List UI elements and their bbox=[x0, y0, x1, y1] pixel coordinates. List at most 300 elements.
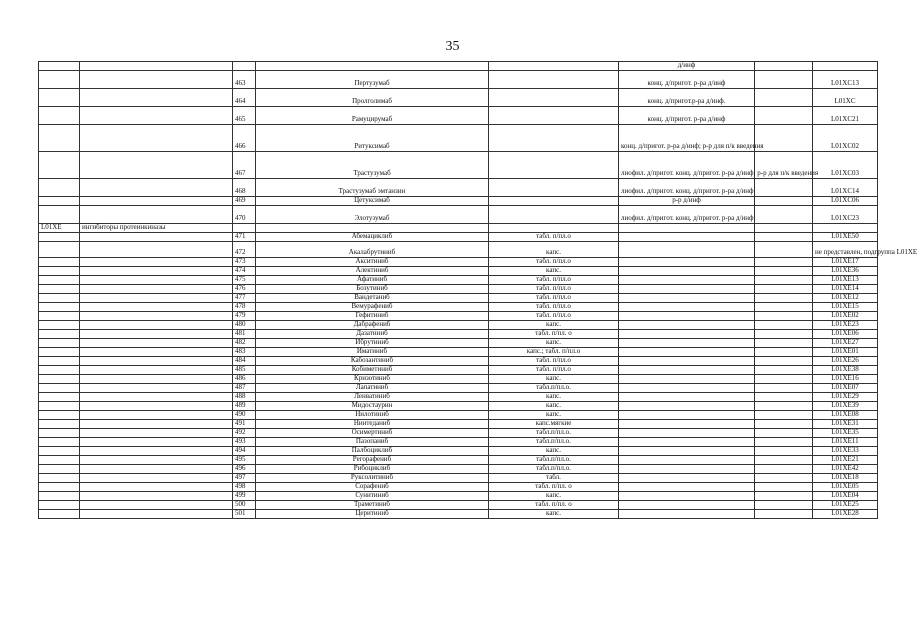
atc-code-cell: L01XE33 bbox=[813, 447, 878, 456]
dosage-form-cell: табл. п/пл.о bbox=[489, 285, 619, 294]
group-name-cell bbox=[80, 258, 233, 267]
dosage-form-alt-cell bbox=[619, 483, 755, 492]
table-row bbox=[39, 303, 878, 312]
atc-code-cell: L01XC21 bbox=[813, 107, 878, 125]
dosage-form-cell: табл.п/пл.о. bbox=[489, 465, 619, 474]
table-row bbox=[39, 224, 878, 233]
drug-name-cell: Палбоциклиб bbox=[256, 447, 489, 456]
atc-code-cell: L01XC03 bbox=[813, 152, 878, 179]
empty-cell bbox=[755, 242, 813, 258]
empty-cell bbox=[755, 330, 813, 339]
atc-group-code-cell bbox=[39, 402, 80, 411]
table-row bbox=[39, 483, 878, 492]
empty-cell bbox=[755, 206, 813, 224]
atc-code-cell: L01XE07 bbox=[813, 384, 878, 393]
empty-cell bbox=[755, 179, 813, 197]
atc-code-cell: L01XE14 bbox=[813, 285, 878, 294]
dosage-form-cell bbox=[489, 89, 619, 107]
row-number-cell: 489 bbox=[233, 402, 256, 411]
row-number-cell: 488 bbox=[233, 393, 256, 402]
empty-cell bbox=[755, 492, 813, 501]
row-number-cell: 465 bbox=[233, 107, 256, 125]
drug-name-cell: Иматиниб bbox=[256, 348, 489, 357]
table-row bbox=[39, 321, 878, 330]
atc-group-code-cell bbox=[39, 197, 80, 206]
atc-code-cell: L01XE05 bbox=[813, 483, 878, 492]
row-number-cell: 478 bbox=[233, 303, 256, 312]
empty-cell bbox=[755, 501, 813, 510]
atc-group-code-cell bbox=[39, 510, 80, 519]
table-row bbox=[39, 393, 878, 402]
drug-name-cell: Гефитиниб bbox=[256, 312, 489, 321]
row-number-cell: 476 bbox=[233, 285, 256, 294]
row-number-cell: 482 bbox=[233, 339, 256, 348]
drug-name-cell: Осимертиниб bbox=[256, 429, 489, 438]
empty-cell bbox=[755, 411, 813, 420]
atc-code-cell bbox=[813, 224, 878, 233]
atc-group-code-cell bbox=[39, 447, 80, 456]
drug-name-cell: Акситиниб bbox=[256, 258, 489, 267]
dosage-form-alt-cell: р-р д/инф bbox=[619, 197, 755, 206]
dosage-form-cell: табл. п/пл. о bbox=[489, 501, 619, 510]
table-row bbox=[39, 456, 878, 465]
table-row bbox=[39, 447, 878, 456]
dosage-form-alt-cell bbox=[619, 267, 755, 276]
empty-cell bbox=[755, 294, 813, 303]
dosage-form-cell: капс. bbox=[489, 321, 619, 330]
drug-name-cell: Церитиниб bbox=[256, 510, 489, 519]
group-name-cell bbox=[80, 62, 233, 71]
table-row bbox=[39, 179, 878, 197]
atc-group-code-cell bbox=[39, 357, 80, 366]
drug-name-cell: Рамуцирумаб bbox=[256, 107, 489, 125]
group-name-cell bbox=[80, 267, 233, 276]
row-number-cell: 501 bbox=[233, 510, 256, 519]
atc-code-cell: не представлен, подгруппа L01XE bbox=[813, 242, 878, 258]
dosage-form-cell: табл. п/пл.о bbox=[489, 233, 619, 242]
atc-code-cell: L01XC02 bbox=[813, 125, 878, 152]
dosage-form-alt-cell bbox=[619, 258, 755, 267]
group-name-cell bbox=[80, 179, 233, 197]
table-row bbox=[39, 411, 878, 420]
empty-cell bbox=[755, 303, 813, 312]
atc-group-code-cell bbox=[39, 89, 80, 107]
group-name-cell bbox=[80, 312, 233, 321]
row-number-cell: 493 bbox=[233, 438, 256, 447]
atc-code-cell: L01XC bbox=[813, 89, 878, 107]
row-number-cell: 466 bbox=[233, 125, 256, 152]
drug-name-cell: Вемурафениб bbox=[256, 303, 489, 312]
group-name-cell bbox=[80, 366, 233, 375]
empty-cell bbox=[755, 71, 813, 89]
dosage-form-alt-cell bbox=[619, 303, 755, 312]
drug-name-cell: Алектиниб bbox=[256, 267, 489, 276]
dosage-form-alt-cell: лиофил. д/пригот. конц. д/пригот. р-ра д/инф; р-р для п/к введения bbox=[619, 152, 755, 179]
atc-code-cell: L01XE02 bbox=[813, 312, 878, 321]
empty-cell bbox=[755, 321, 813, 330]
dosage-form-cell: капс. bbox=[489, 339, 619, 348]
group-name-cell bbox=[80, 125, 233, 152]
row-number-cell: 468 bbox=[233, 179, 256, 197]
empty-cell bbox=[755, 357, 813, 366]
atc-group-code-cell bbox=[39, 501, 80, 510]
atc-group-code-cell bbox=[39, 411, 80, 420]
row-number-cell: 479 bbox=[233, 312, 256, 321]
atc-code-cell: L01XC14 bbox=[813, 179, 878, 197]
row-number-cell: 486 bbox=[233, 375, 256, 384]
empty-cell bbox=[755, 474, 813, 483]
atc-code-cell: L01XE11 bbox=[813, 438, 878, 447]
table-row bbox=[39, 501, 878, 510]
drug-name-cell bbox=[256, 224, 489, 233]
dosage-form-cell bbox=[489, 197, 619, 206]
table-row bbox=[39, 233, 878, 242]
atc-group-code-cell bbox=[39, 303, 80, 312]
atc-code-cell: L01XE29 bbox=[813, 393, 878, 402]
group-name-cell bbox=[80, 339, 233, 348]
atc-code-cell: L01XC06 bbox=[813, 197, 878, 206]
row-number-cell: 480 bbox=[233, 321, 256, 330]
table-row bbox=[39, 294, 878, 303]
table-row bbox=[39, 125, 878, 152]
empty-cell bbox=[755, 366, 813, 375]
group-name-cell bbox=[80, 483, 233, 492]
table-row bbox=[39, 197, 878, 206]
table-row bbox=[39, 152, 878, 179]
table-row bbox=[39, 357, 878, 366]
dosage-form-cell bbox=[489, 224, 619, 233]
drug-name-cell: Вандетаниб bbox=[256, 294, 489, 303]
row-number-cell: 499 bbox=[233, 492, 256, 501]
dosage-form-cell: капс. bbox=[489, 510, 619, 519]
atc-code-cell: L01XE36 bbox=[813, 267, 878, 276]
atc-code-cell: L01XE13 bbox=[813, 276, 878, 285]
row-number-cell: 500 bbox=[233, 501, 256, 510]
dosage-form-alt-cell bbox=[619, 285, 755, 294]
dosage-form-cell: капс. bbox=[489, 375, 619, 384]
empty-cell bbox=[755, 62, 813, 71]
empty-cell bbox=[755, 348, 813, 357]
atc-code-cell: L01XE31 bbox=[813, 420, 878, 429]
group-name-cell bbox=[80, 384, 233, 393]
row-number-cell: 469 bbox=[233, 197, 256, 206]
empty-cell bbox=[755, 384, 813, 393]
empty-cell bbox=[755, 456, 813, 465]
group-name-cell bbox=[80, 393, 233, 402]
atc-group-code-cell bbox=[39, 348, 80, 357]
dosage-form-alt-cell bbox=[619, 474, 755, 483]
row-number-cell: 497 bbox=[233, 474, 256, 483]
drug-name-cell: Дабрафениб bbox=[256, 321, 489, 330]
row-number-cell: 487 bbox=[233, 384, 256, 393]
table-row bbox=[39, 258, 878, 267]
group-name-cell bbox=[80, 206, 233, 224]
group-name-cell bbox=[80, 375, 233, 384]
dosage-form-alt-cell: конц. д/пригот. р-ра д/инф bbox=[619, 71, 755, 89]
page-number: 35 bbox=[445, 39, 460, 54]
dosage-form-cell: табл.п/пл.о. bbox=[489, 456, 619, 465]
dosage-form-cell: табл.п/пл.о. bbox=[489, 438, 619, 447]
dosage-form-alt-cell bbox=[619, 339, 755, 348]
row-number-cell: 485 bbox=[233, 366, 256, 375]
empty-cell bbox=[755, 285, 813, 294]
drug-name-cell: Руксолитиниб bbox=[256, 474, 489, 483]
dosage-form-alt-cell bbox=[619, 366, 755, 375]
atc-code-cell: L01XE28 bbox=[813, 510, 878, 519]
group-name-cell bbox=[80, 71, 233, 89]
empty-cell bbox=[755, 258, 813, 267]
table-row bbox=[39, 438, 878, 447]
drug-name-cell: Нилотиниб bbox=[256, 411, 489, 420]
atc-group-code-cell bbox=[39, 384, 80, 393]
dosage-form-alt-cell bbox=[619, 330, 755, 339]
drug-name-cell: Мидостаурин bbox=[256, 402, 489, 411]
dosage-form-alt-cell: лиофил. д/пригот. конц. д/пригот. р-ра д/инф bbox=[619, 179, 755, 197]
dosage-form-cell: капс. bbox=[489, 393, 619, 402]
dosage-form-alt-cell bbox=[619, 438, 755, 447]
atc-code-cell: L01XE17 bbox=[813, 258, 878, 267]
group-name-cell bbox=[80, 429, 233, 438]
group-name-cell bbox=[80, 402, 233, 411]
atc-code-cell: L01XE38 bbox=[813, 366, 878, 375]
table-row bbox=[39, 474, 878, 483]
atc-group-code-cell bbox=[39, 285, 80, 294]
dosage-form-alt-cell bbox=[619, 402, 755, 411]
dosage-form-cell: табл. п/пл.о bbox=[489, 312, 619, 321]
dosage-form-cell: капс.; табл. п/пл.о bbox=[489, 348, 619, 357]
table-row bbox=[39, 429, 878, 438]
table-row bbox=[39, 242, 878, 258]
atc-group-code-cell bbox=[39, 339, 80, 348]
group-name-cell bbox=[80, 501, 233, 510]
drug-name-cell: Трастузумаб эмтанзин bbox=[256, 179, 489, 197]
atc-code-cell: L01XE27 bbox=[813, 339, 878, 348]
atc-group-code-cell bbox=[39, 420, 80, 429]
empty-cell bbox=[755, 438, 813, 447]
empty-cell bbox=[755, 339, 813, 348]
drug-name-cell bbox=[256, 62, 489, 71]
group-name-cell bbox=[80, 303, 233, 312]
empty-cell bbox=[755, 420, 813, 429]
dosage-form-cell: капс.мягкие bbox=[489, 420, 619, 429]
row-number-cell: 491 bbox=[233, 420, 256, 429]
dosage-form-alt-cell: д/инф bbox=[619, 62, 755, 71]
group-name-cell bbox=[80, 152, 233, 179]
drug-name-cell: Акалабрутиниб bbox=[256, 242, 489, 258]
dosage-form-alt-cell bbox=[619, 393, 755, 402]
atc-group-code-cell bbox=[39, 483, 80, 492]
group-name-cell bbox=[80, 330, 233, 339]
group-name-cell bbox=[80, 456, 233, 465]
empty-cell bbox=[755, 510, 813, 519]
atc-code-cell: L01XE42 bbox=[813, 465, 878, 474]
dosage-form-cell: табл. п/пл. о bbox=[489, 330, 619, 339]
row-number-cell: 477 bbox=[233, 294, 256, 303]
row-number-cell bbox=[233, 62, 256, 71]
dosage-form-cell: табл. п/пл.о bbox=[489, 258, 619, 267]
dosage-form-cell: капс. bbox=[489, 267, 619, 276]
atc-group-code-cell bbox=[39, 267, 80, 276]
group-name-cell bbox=[80, 348, 233, 357]
dosage-form-alt-cell bbox=[619, 456, 755, 465]
dosage-form-cell: капс. bbox=[489, 447, 619, 456]
drug-name-cell: Сорафениб bbox=[256, 483, 489, 492]
atc-group-code-cell bbox=[39, 375, 80, 384]
group-name-cell bbox=[80, 447, 233, 456]
drug-name-cell: Пазопаниб bbox=[256, 438, 489, 447]
atc-group-code-cell bbox=[39, 474, 80, 483]
row-number-cell: 470 bbox=[233, 206, 256, 224]
table-row bbox=[39, 465, 878, 474]
empty-cell bbox=[755, 224, 813, 233]
atc-code-cell: L01XC23 bbox=[813, 206, 878, 224]
dosage-form-cell: капс. bbox=[489, 411, 619, 420]
atc-group-code-cell bbox=[39, 321, 80, 330]
atc-group-code-cell bbox=[39, 242, 80, 258]
dosage-form-alt-cell bbox=[619, 348, 755, 357]
dosage-form-alt-cell bbox=[619, 420, 755, 429]
atc-group-code-cell bbox=[39, 294, 80, 303]
row-number-cell: 494 bbox=[233, 447, 256, 456]
drug-name-cell: Ленватиниб bbox=[256, 393, 489, 402]
dosage-form-alt-cell bbox=[619, 465, 755, 474]
atc-code-cell: L01XC13 bbox=[813, 71, 878, 89]
row-number-cell: 492 bbox=[233, 429, 256, 438]
drug-name-cell: Нинтеданиб bbox=[256, 420, 489, 429]
table-row bbox=[39, 330, 878, 339]
drug-name-cell: Абемациклиб bbox=[256, 233, 489, 242]
table-row bbox=[39, 384, 878, 393]
group-name-cell bbox=[80, 420, 233, 429]
drug-table bbox=[38, 61, 917, 519]
dosage-form-cell: табл. bbox=[489, 474, 619, 483]
dosage-form-alt-cell bbox=[619, 384, 755, 393]
dosage-form-cell: табл. п/пл. о bbox=[489, 483, 619, 492]
dosage-form-cell: табл. п/пл.о bbox=[489, 366, 619, 375]
dosage-form-alt-cell bbox=[619, 447, 755, 456]
row-number-cell: 483 bbox=[233, 348, 256, 357]
group-name-cell bbox=[80, 474, 233, 483]
row-number-cell: 495 bbox=[233, 456, 256, 465]
table-row bbox=[39, 420, 878, 429]
atc-code-cell: L01XE23 bbox=[813, 321, 878, 330]
atc-group-code-cell bbox=[39, 62, 80, 71]
empty-cell bbox=[755, 267, 813, 276]
group-name-cell bbox=[80, 411, 233, 420]
atc-code-cell: L01XE25 bbox=[813, 501, 878, 510]
atc-group-code-cell bbox=[39, 206, 80, 224]
drug-name-cell: Сунитиниб bbox=[256, 492, 489, 501]
atc-code-cell: L01XE35 bbox=[813, 429, 878, 438]
table-row bbox=[39, 62, 878, 71]
row-number-cell: 498 bbox=[233, 483, 256, 492]
dosage-form-cell: табл. п/пл.о bbox=[489, 303, 619, 312]
drug-name-cell: Регорафениб bbox=[256, 456, 489, 465]
dosage-form-alt-cell bbox=[619, 276, 755, 285]
dosage-form-cell bbox=[489, 71, 619, 89]
atc-group-code-cell bbox=[39, 152, 80, 179]
atc-group-code-cell bbox=[39, 233, 80, 242]
row-number-cell: 464 bbox=[233, 89, 256, 107]
table-row bbox=[39, 510, 878, 519]
table-row bbox=[39, 276, 878, 285]
drug-name-cell: Лапатиниб bbox=[256, 384, 489, 393]
table-row bbox=[39, 348, 878, 357]
atc-group-code-cell bbox=[39, 393, 80, 402]
drug-name-cell: Кризотиниб bbox=[256, 375, 489, 384]
dosage-form-alt-cell: конц. д/пригот. р-ра д/инф; р-р для п/к введения bbox=[619, 125, 755, 152]
row-number-cell: 484 bbox=[233, 357, 256, 366]
row-number-cell: 496 bbox=[233, 465, 256, 474]
group-name-cell bbox=[80, 465, 233, 474]
drug-name-cell: Пертузумаб bbox=[256, 71, 489, 89]
dosage-form-alt-cell bbox=[619, 429, 755, 438]
group-name-cell bbox=[80, 357, 233, 366]
drug-name-cell: Кобиметиниб bbox=[256, 366, 489, 375]
table-row bbox=[39, 206, 878, 224]
table-body bbox=[39, 61, 917, 519]
empty-cell bbox=[755, 276, 813, 285]
drug-name-cell: Цетуксимаб bbox=[256, 197, 489, 206]
atc-code-cell: L01XE04 bbox=[813, 492, 878, 501]
empty-cell bbox=[755, 447, 813, 456]
dosage-form-alt-cell bbox=[619, 242, 755, 258]
atc-code-cell bbox=[813, 62, 878, 71]
dosage-form-alt-cell: конц. д/пригот. р-ра д/инф bbox=[619, 107, 755, 125]
atc-group-code-cell bbox=[39, 330, 80, 339]
row-number-cell: 467 bbox=[233, 152, 256, 179]
atc-group-code-cell bbox=[39, 71, 80, 89]
empty-cell bbox=[755, 233, 813, 242]
atc-group-code-cell: L01XE bbox=[39, 224, 80, 233]
dosage-form-cell bbox=[489, 107, 619, 125]
table-row bbox=[39, 402, 878, 411]
dosage-form-cell: табл. п/пл.о bbox=[489, 294, 619, 303]
dosage-form-cell: табл. п/пл.о bbox=[489, 276, 619, 285]
atc-code-cell: L01XE01 bbox=[813, 348, 878, 357]
dosage-form-alt-cell bbox=[619, 492, 755, 501]
group-name-cell bbox=[80, 233, 233, 242]
empty-cell bbox=[755, 465, 813, 474]
empty-cell bbox=[755, 393, 813, 402]
dosage-form-alt-cell: конц. д/пригот.р-ра д/инф. bbox=[619, 89, 755, 107]
empty-cell bbox=[755, 402, 813, 411]
atc-group-code-cell bbox=[39, 429, 80, 438]
dosage-form-cell bbox=[489, 125, 619, 152]
dosage-form-alt-cell bbox=[619, 375, 755, 384]
dosage-form-cell: капс. bbox=[489, 242, 619, 258]
row-number-cell: 490 bbox=[233, 411, 256, 420]
group-name-cell bbox=[80, 89, 233, 107]
dosage-form-cell: капс. bbox=[489, 492, 619, 501]
row-number-cell: 472 bbox=[233, 242, 256, 258]
atc-group-code-cell bbox=[39, 312, 80, 321]
table-row bbox=[39, 366, 878, 375]
empty-cell bbox=[755, 197, 813, 206]
atc-group-code-cell bbox=[39, 125, 80, 152]
group-name-cell bbox=[80, 294, 233, 303]
atc-code-cell: L01XE21 bbox=[813, 456, 878, 465]
group-name-cell bbox=[80, 321, 233, 330]
dosage-form-cell bbox=[489, 152, 619, 179]
drug-name-cell: Бозутиниб bbox=[256, 285, 489, 294]
empty-cell bbox=[755, 483, 813, 492]
atc-code-cell: L01XE16 bbox=[813, 375, 878, 384]
dosage-form-alt-cell bbox=[619, 312, 755, 321]
dosage-form-cell: капс. bbox=[489, 402, 619, 411]
group-name-cell bbox=[80, 510, 233, 519]
dosage-form-cell bbox=[489, 179, 619, 197]
